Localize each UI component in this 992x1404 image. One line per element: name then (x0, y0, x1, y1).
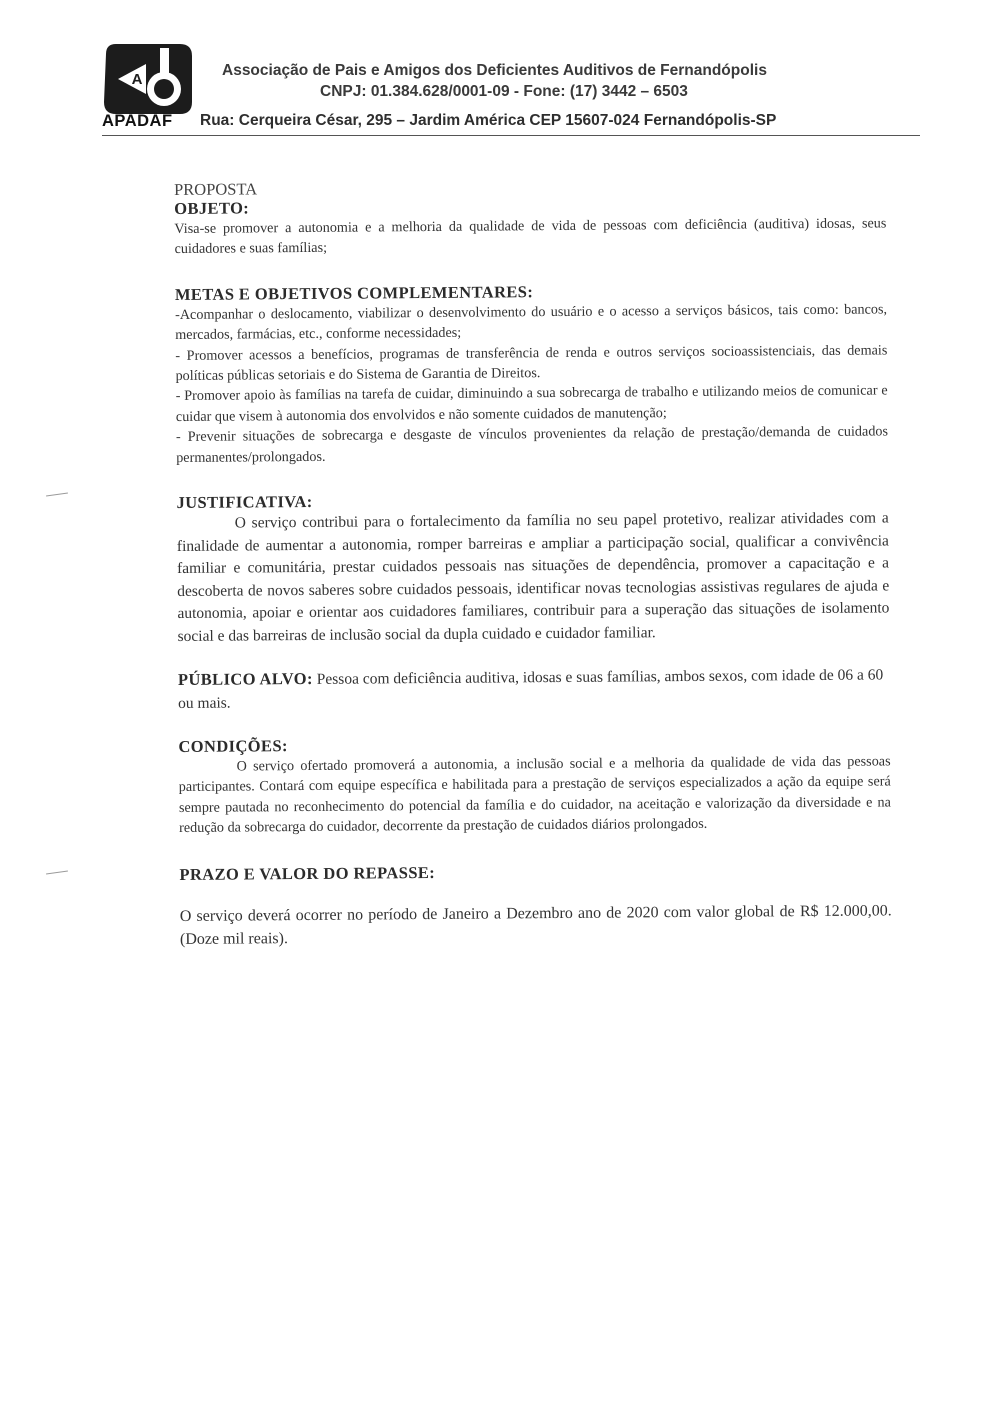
objeto-text: Visa-se promover a autonomia e a melhoria da qualidade de vida de pessoas com deficiência (auditiva) idosas, seus cuidadores e suas famílias; (174, 215, 887, 258)
section-heading-condicoes: CONDIÇÕES: (178, 736, 288, 757)
document-type: PROPOSTA (174, 179, 258, 199)
section-heading-prazo: PRAZO E VALOR DO REPASSE: (179, 862, 436, 884)
section-heading-justificativa: JUSTIFICATIVA: (176, 491, 313, 513)
section-heading-objeto: OBJETO: (174, 198, 250, 218)
organization-name: Associação de Pais e Amigos dos Deficientes Auditivos de Fernandópolis (222, 62, 767, 79)
section-heading-metas: METAS E OBJETIVOS COMPLEMENTARES: (174, 281, 534, 304)
cnpj-phone-line: CNPJ: 01.384.628/0001-09 - Fone: (17) 3442 – 6503 (320, 83, 688, 100)
document-body (174, 174, 892, 950)
letterhead (96, 42, 926, 140)
metas-item: - Prevenir situações de sobrecarga e desgaste de vínculos provenientes da relação de prestação/demanda de cuidados permanentes/prolongados. (175, 423, 889, 466)
header-divider (102, 135, 920, 136)
metas-item: -Acompanhar o deslocamento, viabilizar o desenvolvimento do usuário e o acesso a serviços básicos, tais como: bancos, mercados, farmácias, etc., conforme necessidades; (174, 301, 888, 344)
section-heading-publico: PÚBLICO ALVO: (177, 668, 313, 690)
condicoes-text: O serviço ofertado promoverá a autonomia, a inclusão social e a melhoria da qualidade de vida das pessoas participantes. Contará com equipe específica e habilitada para a prestação de serviços especializados a ação da equipe será sempre pautada no reconhecimento do potencial da família e do cuidador, na aceitação e valorização da diversidade e na redução da sobrecarga do cuidador, decorrente da prestação de cuidados diários prolongados. (178, 753, 891, 837)
scan-mark (46, 492, 68, 496)
publico-text: Pessoa com deficiência auditiva, idosas e suas famílias, ambos sexos, com idade de 06 a 60 ou mais. (178, 666, 884, 712)
brand-name: APADAF (102, 112, 173, 130)
scan-mark (46, 870, 68, 874)
svg-text:A: A (131, 71, 143, 88)
metas-item: - Promover acessos a benefícios, programas de transferência de renda e outros serviços socioassistenciais, das demais políticas públicas setoriais e do Sistema de Garantia de Direitos. (175, 342, 888, 385)
prazo-text: O serviço deverá ocorrer no período de Janeiro a Dezembro ano de 2020 com valor global de R$ 12.000,00. (Doze mil reais). (179, 902, 892, 948)
address-line: Rua: Cerqueira César, 295 – Jardim América CEP 15607-024 Fernandópolis-SP (200, 112, 777, 129)
apadaf-logo-icon (100, 42, 196, 116)
publico-alvo (178, 664, 890, 715)
metas-item: - Promover apoio às famílias na tarefa de cuidar, diminuindo a sua sobrecarga de trabalho e utilizando meios de comunicar e cuidar que visem à autonomia dos envolvidos e não somente cuidados de manutenção; (175, 382, 888, 425)
justificativa-text: O serviço contribui para o fortalecimento da família no seu papel protetivo, realizar atividades com a finalidade de aumentar a autonomia, romper barreiras e ampliar a participação social, qualificar a convivência familiar e comunitária, prestar cuidados pessoais nas situações de dependência, promover a capacitação e a descoberta de novos saberes sobre cuidados pessoais, identificar novas tecnologias assistivas regulares de ajuda e autonomia, apoiar e orientar aos cuidadores familiares, contribuir para a superação das situações de isolamento social e das barreiras de inclusão social da dupla cuidado e cuidador familiar. (176, 509, 890, 645)
